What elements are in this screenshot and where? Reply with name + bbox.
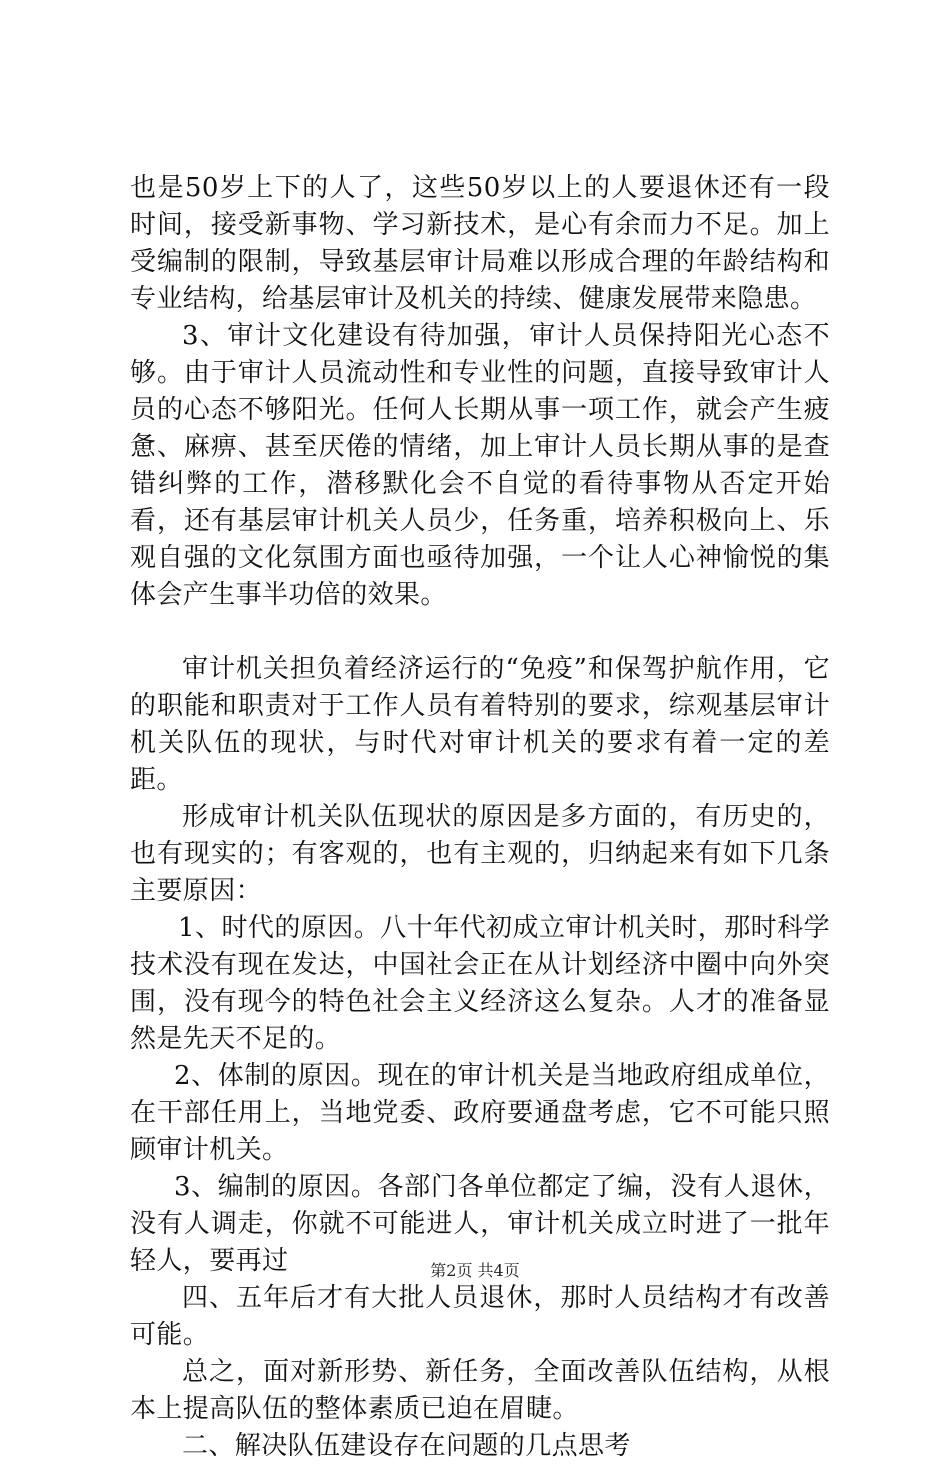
section-heading: 二、解决队伍建设存在问题的几点思考 — [182, 1431, 631, 1461]
paragraph-spacer — [130, 614, 830, 651]
paragraph-cause-system: 2、体制的原因。现在的审计机关是当地政府组成单位，在干部任用上，当地党委、政府要通盘考虑，它不可能只照顾审计机关。 — [130, 1061, 830, 1165]
paragraph-audit-culture: 3、审计文化建设有待加强，审计人员保持阳光心态不够。由于审计人员流动性和专业性的问题，直接导致审计人员的心态不够阳光。任何人长期从事一项工作，就会产生疲惫、麻痹、甚至厌倦的情绪，加上审计人员长期从事的是查错纠弊的工作，潜移默化会不自觉的看待事物从否定开始看，还有基层审计机关人员少，任务重，培养积极向上、乐观自强的文化氛围方面也亟待加强，一个让人心神愉悦的集体会产生事半功倍的效果。 — [130, 321, 830, 610]
paragraph-cause-staffing: 3、编制的原因。各部门各单位都定了编，没有人退休，没有人调走，你就不可能进人，审计机关成立时进了一批年轻人，要再过 — [130, 1172, 830, 1276]
paragraph-cause-era: 1、时代的原因。八十年代初成立审计机关时，那时科学技术没有现在发达，中国社会正在从计划经济中圈中向外突围，没有现今的特色社会主义经济这么复杂。人才的准备显然是先天不足的。 — [130, 913, 830, 1054]
paragraph-causes-intro: 形成审计机关队伍现状的原因是多方面的，有历史的，也有现实的；有客观的，也有主观的，归纳起来有如下几条主要原因： — [130, 802, 830, 906]
page-number: 第2页 共4页 — [430, 1261, 520, 1280]
paragraph-retirement: 四、五年后才有大批人员退休，那时人员结构才有改善可能。 — [130, 1283, 830, 1350]
paragraph-age-structure: 也是50岁上下的人了，这些50岁以上的人要退休还有一段时间，接受新事物、学习新技术，是心有余而力不足。加上受编制的限制，导致基层审计局难以形成合理的年龄结构和专业结构，给基层审计及机关的持续、健康发展带来隐患。 — [130, 173, 830, 314]
paragraph-audit-role: 审计机关担负着经济运行的“免疫”和保驾护航作用，它的职能和职责对于工作人员有着特别的要求，综观基层审计机关队伍的现状，与时代对审计机关的要求有着一定的差距。 — [130, 654, 830, 795]
paragraph-conclusion: 总之，面对新形势、新任务，全面改善队伍结构，从根本上提高队伍的整体素质已迫在眉睫。 — [130, 1357, 830, 1424]
